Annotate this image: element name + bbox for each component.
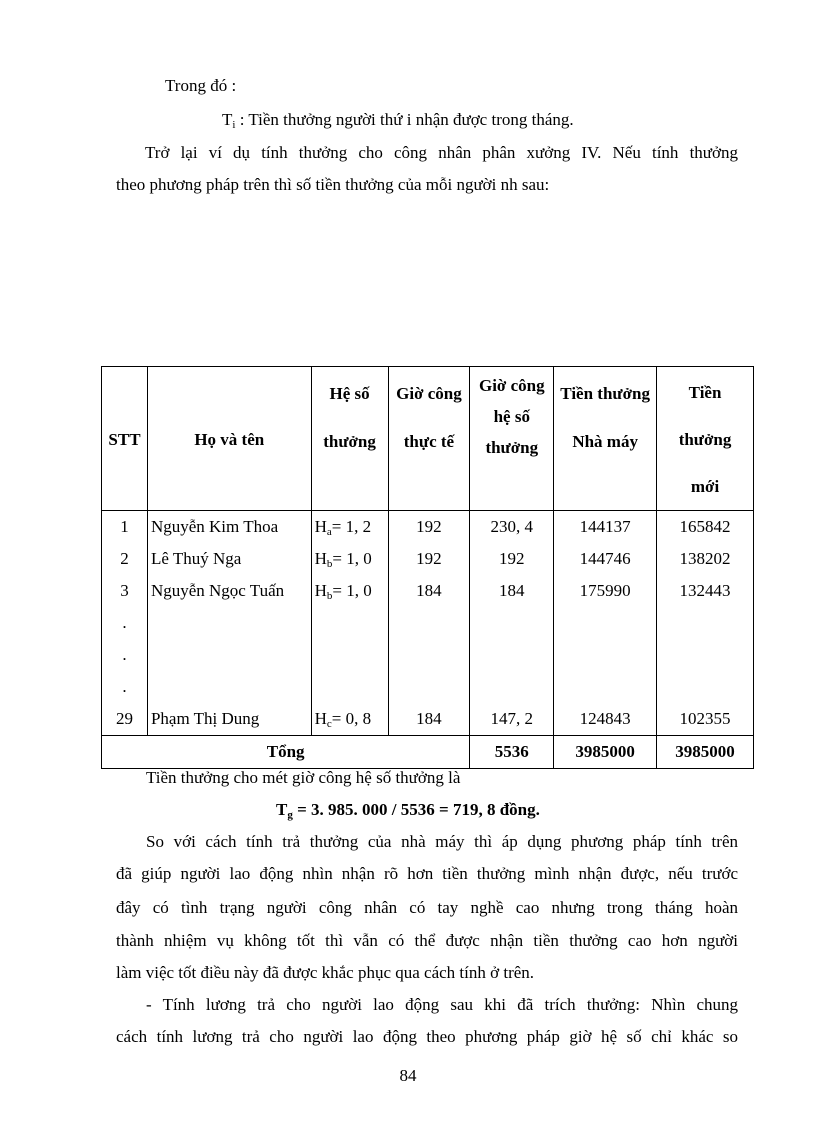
header-name: Họ và tên xyxy=(147,367,311,511)
total-factory-bonus: 3985000 xyxy=(554,736,657,769)
paragraph-3-line-2: cách tính lương trả cho người lao động theo phương pháp giờ hệ số chỉ khác so xyxy=(116,1027,738,1046)
ti-description: : Tiền thưởng người thứ i nhận được trong tháng. xyxy=(235,110,574,129)
table-row xyxy=(102,575,754,607)
ellipsis-row xyxy=(102,671,754,703)
table-row xyxy=(102,703,754,736)
row-hours: 192 xyxy=(388,511,470,544)
ti-subscript: i xyxy=(232,119,236,131)
row-stt: 2 xyxy=(102,543,148,575)
row-factory-bonus: 124843 xyxy=(554,703,657,736)
row-new-bonus: 102355 xyxy=(657,703,754,736)
row-name: Nguyễn Ngọc Tuấn xyxy=(147,575,311,607)
row-hours: 184 xyxy=(388,575,470,607)
total-label: Tổng xyxy=(102,736,470,769)
row-factory-bonus: 175990 xyxy=(554,575,657,607)
row-coef-hours: 230, 4 xyxy=(470,511,554,544)
paragraph-1-line-2: theo phương pháp trên thì số tiền thưởng của mỗi người nh sau: xyxy=(116,175,550,194)
row-new-bonus: 132443 xyxy=(657,575,754,607)
row-hours: 184 xyxy=(388,703,470,736)
paragraph-2-line-1: So với cách tính trả thưởng của nhà máy thì áp dụng phương pháp tính trên xyxy=(146,832,738,851)
row-new-bonus: 138202 xyxy=(657,543,754,575)
row-name: Lê Thuý Nga xyxy=(147,543,311,575)
row-coef: $H_a= 1$, 2 xyxy=(311,511,388,544)
row-coef: $H_b= 1$, 0 xyxy=(311,575,388,607)
total-new-bonus: 3985000 xyxy=(657,736,754,769)
bonus-per-hour-intro: Tiền thưởng cho mét giờ công hệ số thưởng là xyxy=(146,768,461,787)
header-stt: STT xyxy=(102,367,148,511)
row-hours: 192 xyxy=(388,543,470,575)
table-row xyxy=(102,543,754,575)
table-row xyxy=(102,511,754,544)
row-coef: $H_b= 1$, 0 xyxy=(311,543,388,575)
ellipsis-row xyxy=(102,607,754,639)
header-new-bonus: Tiền thưởng mới xyxy=(657,367,754,511)
header-coef-hours: Giờ công hệ số thưởng xyxy=(470,367,554,511)
paragraph-2-line-3: đây có tình trạng người công nhân có tay nghề cao nhưng trong tháng hoàn xyxy=(116,898,738,917)
header-actual-hours: Giờ công thực tế xyxy=(388,367,470,511)
header-factory-bonus: Tiền thưởng Nhà máy xyxy=(554,367,657,511)
row-name: Nguyễn Kim Thoa xyxy=(147,511,311,544)
row-factory-bonus: 144137 xyxy=(554,511,657,544)
ellipsis-dot: . xyxy=(102,639,148,671)
ellipsis-dot: . xyxy=(102,607,148,639)
row-stt: 29 xyxy=(102,703,148,736)
ti-symbol: T xyxy=(222,110,233,129)
row-name: Phạm Thị Dung xyxy=(147,703,311,736)
bonus-table xyxy=(101,366,754,769)
row-new-bonus: 165842 xyxy=(657,511,754,544)
total-coef-hours: 5536 xyxy=(470,736,554,769)
ellipsis-dot: . xyxy=(102,671,148,703)
row-stt: 1 xyxy=(102,511,148,544)
page-number: 84 xyxy=(399,1066,417,1085)
row-factory-bonus: 144746 xyxy=(554,543,657,575)
ti-definition xyxy=(222,110,574,130)
row-stt: 3 xyxy=(102,575,148,607)
row-coef-hours: 147, 2 xyxy=(470,703,554,736)
paragraph-3-line-1: - Tính lương trả cho người lao động sau khi đã trích thưởng: Nhìn chung xyxy=(146,995,738,1014)
total-row xyxy=(102,736,754,769)
paragraph-2-line-2: đã giúp người lao động nhìn nhận rõ hơn tiền thưởng mình nhận được, nếu trước xyxy=(116,864,738,883)
row-coef: $H_c= 0$, 8 xyxy=(311,703,388,736)
paragraph-2-line-5: làm việc tốt điều này đã được khắc phục qua cách tính ở trên. xyxy=(116,963,535,982)
row-coef-hours: 192 xyxy=(470,543,554,575)
header-coef: Hệ số thưởng xyxy=(311,367,388,511)
paragraph-2-line-4: thành nhiệm vụ không tốt thì vẫn có thể được nhận tiền thưởng cao hơn người xyxy=(116,931,738,950)
ellipsis-row xyxy=(102,639,754,671)
trong-do-label: Trong đó : xyxy=(165,76,237,95)
paragraph-1-line-1: Trở lại ví dụ tính thưởng cho công nhân phân xưởng IV. Nếu tính thưởng xyxy=(145,143,738,162)
table-header-row xyxy=(102,367,754,511)
row-coef-hours: 184 xyxy=(470,575,554,607)
bonus-formula: $T_g = 3$. 985. 000 / 5536 = 719, 8 đồng. xyxy=(276,800,540,821)
